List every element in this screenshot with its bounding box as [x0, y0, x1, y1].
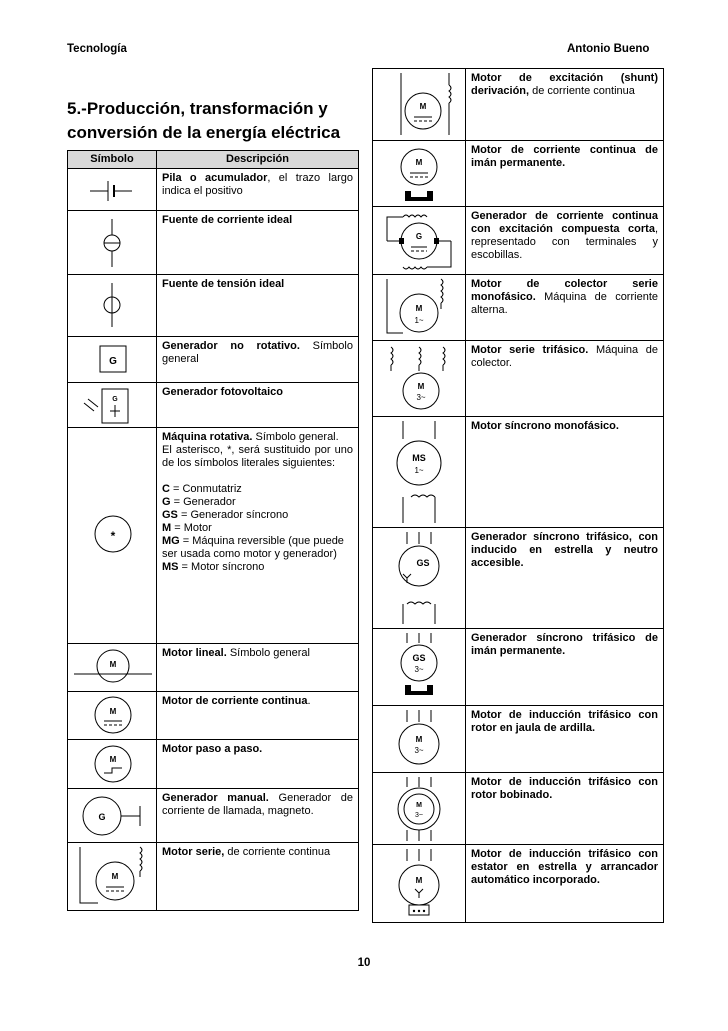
row-rotary-machine: Máquina rotativa. Símbolo general. El asterisco, *, será sustituido por uno de los símbolos literales siguientes: C = Conmutatriz G = Generador GS = Generador síncrono M = Motor MG = Máquina reversible (que puede ser usada como motor y generador) MS = Motor síncrono	[157, 428, 359, 644]
symbol-3phase-label: 3~	[414, 665, 424, 674]
right-symbol-table	[372, 68, 664, 923]
symbol-m3-label: M	[417, 382, 425, 391]
header-author: Antonio Bueno	[567, 43, 650, 55]
three-phase-sync-generator-symbol	[373, 528, 466, 629]
series-motor-symbol	[68, 843, 157, 911]
symbol-g-label: G	[98, 812, 106, 822]
row-compound-generator: Generador de corriente continua con excitación compuesta corta, representado con terminales y escobillas.	[466, 207, 664, 275]
header-subject: Tecnología	[67, 43, 127, 55]
row-shunt-motor: Motor de excitación (shunt) derivación, de corriente continua	[466, 69, 664, 141]
symbol-m-label: M	[415, 876, 423, 885]
symbol-3phase-label: 3~	[415, 812, 423, 819]
hand-generator-symbol	[68, 789, 157, 843]
row-series-motor: Motor serie, de corriente continua	[157, 843, 359, 911]
symbol-m-label: M	[415, 158, 423, 167]
row-current-source: Fuente de corriente ideal	[157, 211, 359, 275]
row-star-starter-motor: Motor de inducción trifásico con estator en estrella y arrancador automático incorporado.	[466, 845, 664, 923]
current-source-symbol	[68, 211, 157, 275]
row-three-phase-sync-generator: Generador síncrono trifásico, con inducido en estrella y neutro accesible.	[466, 528, 664, 629]
row-battery: Pila o acumulador, el trazo largo indica el positivo	[157, 169, 359, 211]
symbol-m3-label: M	[416, 802, 422, 809]
pm-sync-generator-symbol	[373, 629, 466, 706]
three-phase-series-motor-symbol	[373, 341, 466, 417]
symbol-m-label: M	[111, 872, 119, 881]
single-phase-sync-motor-symbol	[373, 417, 466, 528]
row-linear-motor: Motor lineal. Símbolo general	[157, 644, 359, 692]
pm-dc-motor-symbol	[373, 141, 466, 207]
wound-rotor-motor-symbol	[373, 773, 466, 845]
symbol-1phase-label: 1~	[414, 316, 424, 325]
row-photovoltaic: Generador fotovoltaico	[157, 383, 359, 428]
row-ac-series-motor: Motor de colector serie monofásico. Máquina de corriente alterna.	[466, 275, 664, 341]
voltage-source-symbol	[68, 275, 157, 337]
symbol-m1-label: M	[415, 304, 423, 313]
col-description-header: Descripción	[157, 151, 359, 169]
squirrel-cage-motor-symbol	[373, 706, 466, 773]
row-pm-dc-motor: Motor de corriente continua de imán permanente.	[466, 141, 664, 207]
linear-motor-symbol	[68, 644, 157, 692]
rotary-note: El asterisco, *, será sustituido por uno de los símbolos literales siguientes:	[162, 444, 353, 469]
row-stepper-motor: Motor paso a paso.	[157, 740, 359, 789]
row-pm-sync-generator: Generador síncrono trifásico de imán permanente.	[466, 629, 664, 706]
row-voltage-source: Fuente de tensión ideal	[157, 275, 359, 337]
col-symbol-header: Símbolo	[68, 151, 157, 169]
row-static-generator: Generador no rotativo. Símbolo general	[157, 337, 359, 383]
left-symbol-table	[67, 150, 359, 911]
symbol-1phase-label: 1~	[414, 466, 424, 475]
row-single-phase-sync-motor: Motor síncrono monofásico.	[466, 417, 664, 528]
static-generator-symbol	[68, 337, 157, 383]
photovoltaic-symbol	[68, 383, 157, 428]
row-wound-rotor-motor: Motor de inducción trifásico con rotor bobinado.	[466, 773, 664, 845]
symbol-g-label: G	[109, 356, 117, 367]
symbol-m-label: M	[109, 707, 117, 716]
page-title: 5.-Producción, transformación y conversión de la energía eléctrica	[67, 99, 341, 142]
symbol-m-label: M	[419, 102, 427, 111]
symbol-3phase-label: 3~	[416, 393, 426, 402]
row-three-phase-series-motor: Motor serie trifásico. Máquina de colector.	[466, 341, 664, 417]
star-starter-motor-symbol	[373, 845, 466, 923]
battery-symbol	[68, 169, 157, 211]
compound-generator-symbol	[373, 207, 466, 275]
row-squirrel-cage-motor: Motor de inducción trifásico con rotor en jaula de ardilla.	[466, 706, 664, 773]
row-hand-generator: Generador manual. Generador de corriente de llamada, magneto.	[157, 789, 359, 843]
symbol-3phase-label: 3~	[414, 746, 424, 755]
shunt-motor-symbol	[373, 69, 466, 141]
dc-motor-symbol	[68, 692, 157, 740]
ac-series-motor-symbol	[373, 275, 466, 341]
symbol-gs-label: GS	[412, 653, 426, 663]
symbol-star-label: *	[110, 529, 116, 543]
symbol-m-label: M	[109, 660, 117, 669]
row-dc-motor: Motor de corriente continua.	[157, 692, 359, 740]
symbol-gs-label: GS	[416, 558, 430, 568]
symbol-ms-label: MS	[412, 453, 426, 463]
stepper-motor-symbol	[68, 740, 157, 789]
symbol-g-label: G	[415, 232, 423, 241]
symbol-m-label: M	[109, 755, 117, 764]
symbol-m3-label: M	[415, 735, 423, 744]
page-number: 10	[357, 957, 371, 969]
symbol-pv-g-label: G	[112, 396, 118, 403]
rotary-machine-symbol	[68, 428, 157, 644]
